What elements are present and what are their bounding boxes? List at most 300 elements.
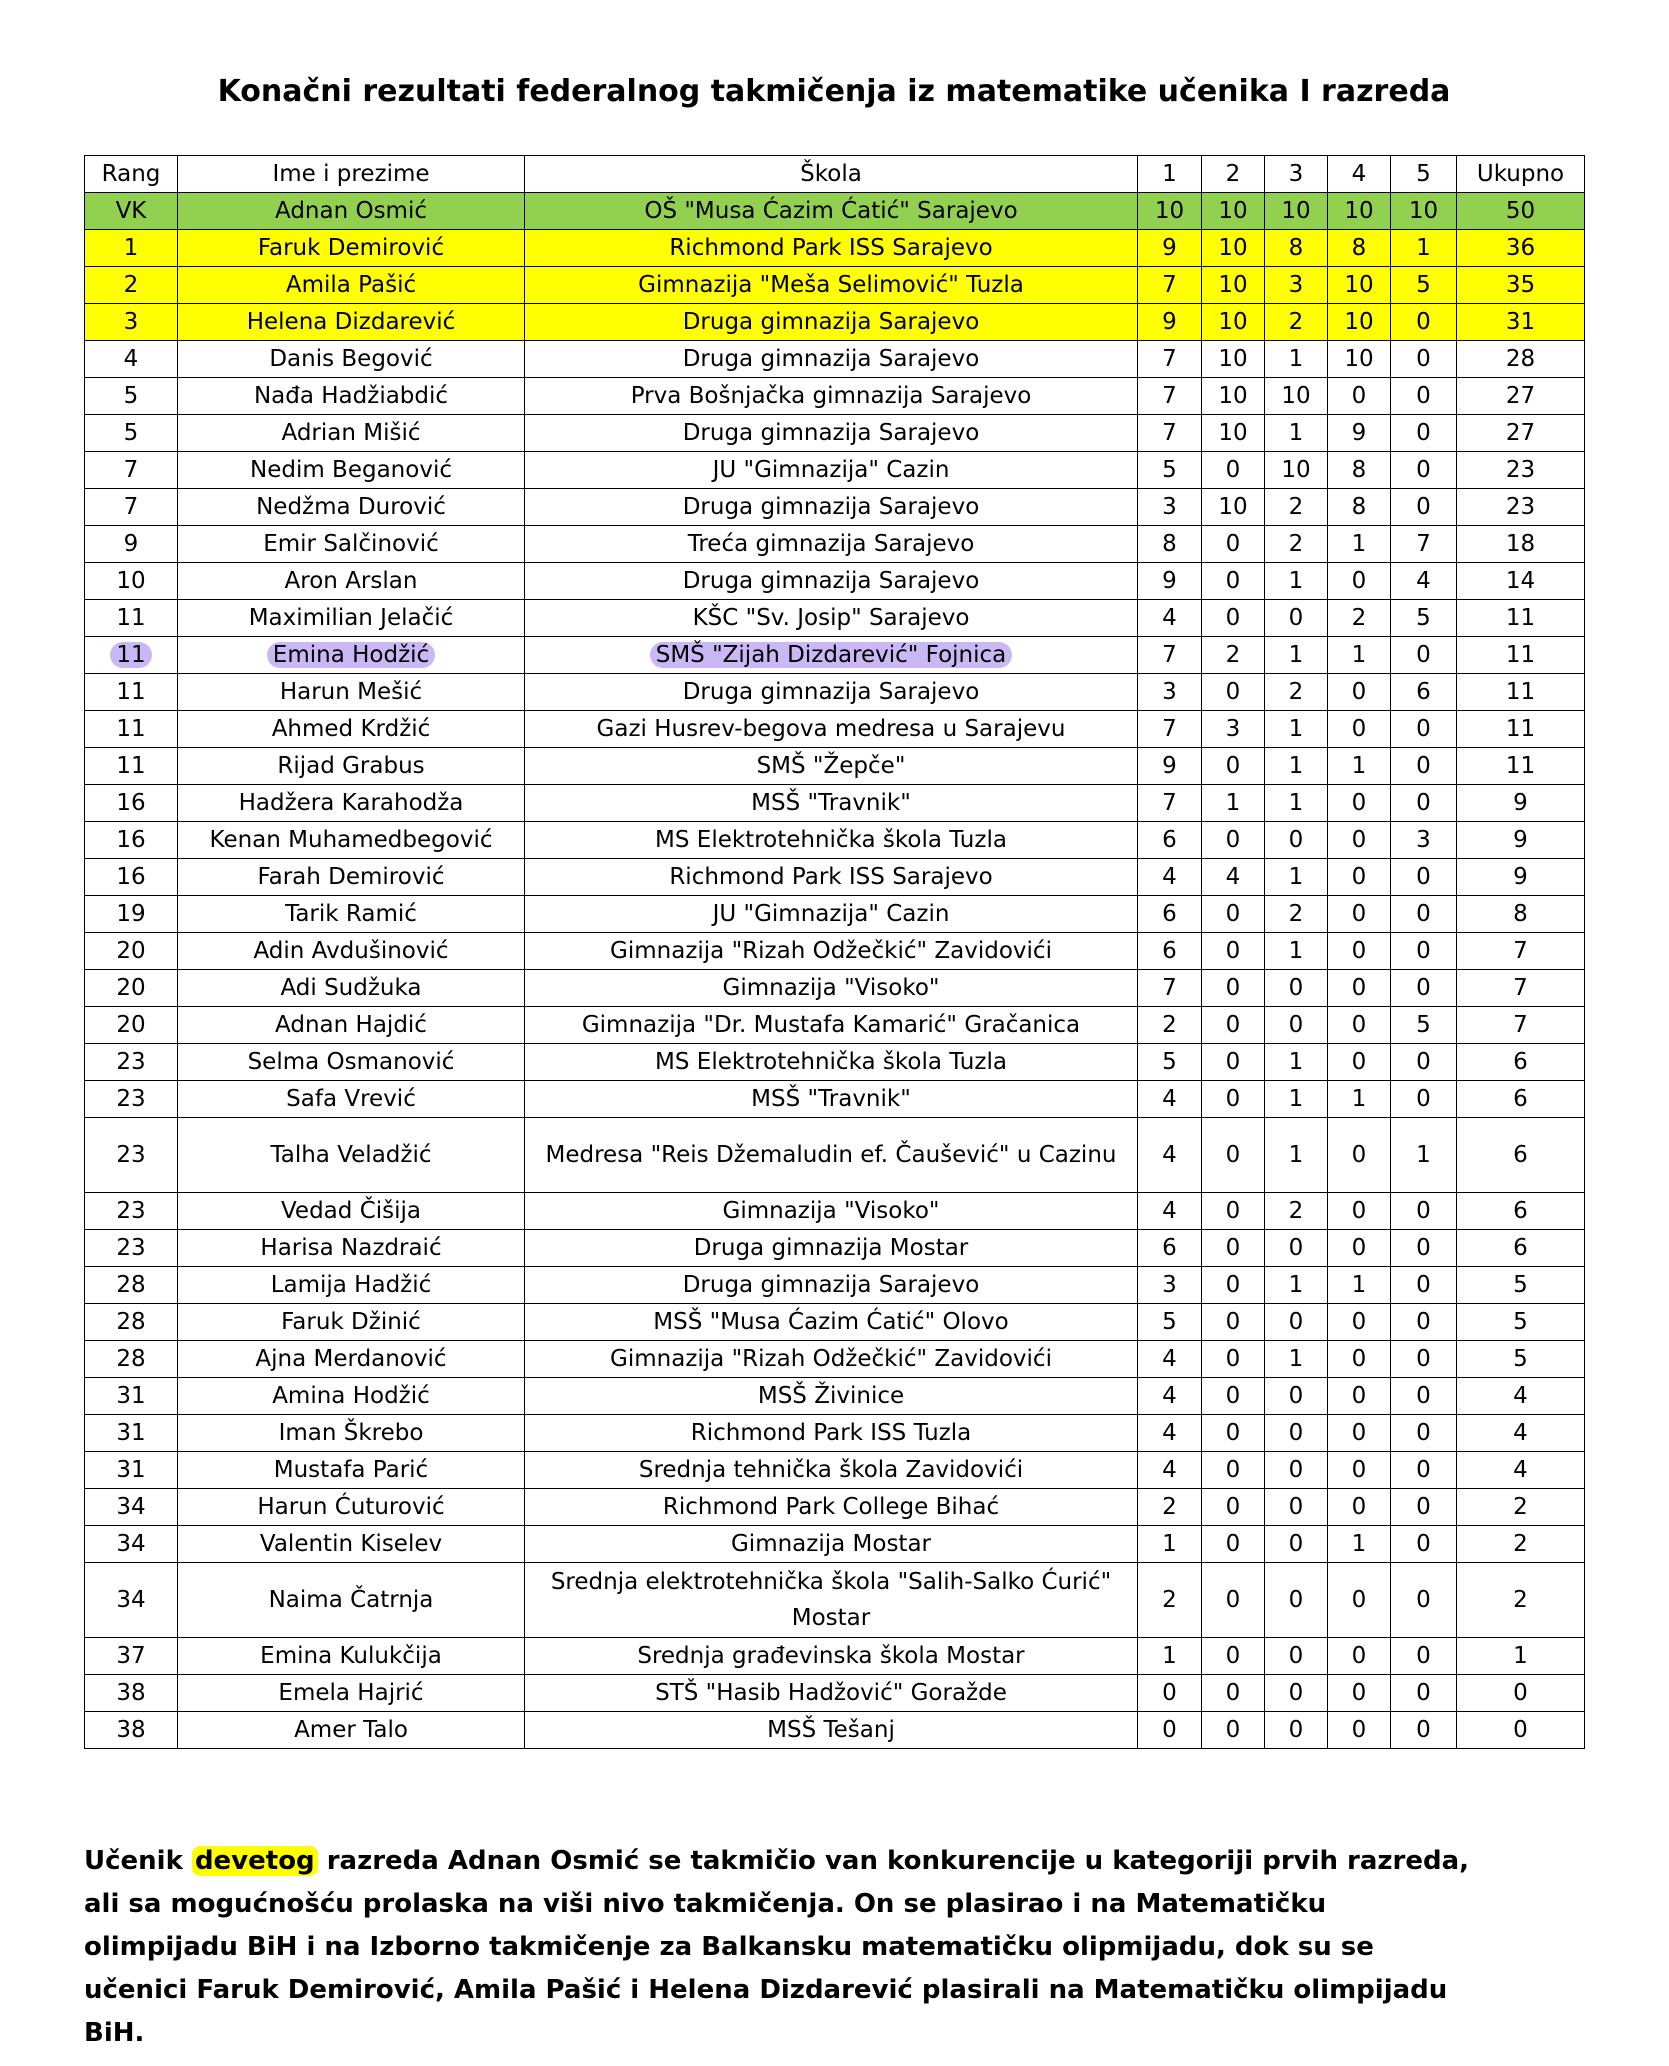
total-cell: 18 (1457, 526, 1585, 563)
task4-cell: 1 (1328, 1526, 1391, 1563)
task5-cell: 0 (1391, 341, 1457, 378)
school-cell: Gazi Husrev-begova medresa u Sarajevu (525, 711, 1138, 748)
task3-cell: 10 (1265, 378, 1328, 415)
total-cell: 50 (1457, 193, 1585, 230)
school-cell: STŠ "Hasib Hadžović" Goražde (525, 1675, 1138, 1712)
task5-cell: 0 (1391, 489, 1457, 526)
name-cell: Amer Talo (178, 1712, 525, 1749)
name-cell: Selma Osmanović (178, 1044, 525, 1081)
total-cell: 6 (1457, 1193, 1585, 1230)
school-cell: Druga gimnazija Sarajevo (525, 304, 1138, 341)
header-cell: Škola (525, 156, 1138, 193)
task1-cell: 5 (1138, 1044, 1202, 1081)
name-cell: Adnan Osmić (178, 193, 525, 230)
table-row (85, 600, 1585, 637)
school-cell: JU "Gimnazija" Cazin (525, 452, 1138, 489)
task3-cell: 0 (1265, 1452, 1328, 1489)
school-cell: MS Elektrotehnička škola Tuzla (525, 1044, 1138, 1081)
school-cell: OŠ "Musa Ćazim Ćatić" Sarajevo (525, 193, 1138, 230)
table-row (85, 1452, 1585, 1489)
name-cell (178, 637, 525, 674)
task5-cell: 0 (1391, 1341, 1457, 1378)
name-cell: Adin Avdušinović (178, 933, 525, 970)
table-row (85, 1378, 1585, 1415)
rank-cell: 16 (85, 822, 178, 859)
task2-cell: 10 (1202, 193, 1265, 230)
task5-cell: 0 (1391, 415, 1457, 452)
task1-cell: 4 (1138, 859, 1202, 896)
school-cell: MSŠ "Travnik" (525, 785, 1138, 822)
task3-cell: 0 (1265, 1675, 1328, 1712)
school-cell: MS Elektrotehnička škola Tuzla (525, 822, 1138, 859)
task1-cell: 6 (1138, 933, 1202, 970)
task4-cell: 0 (1328, 1341, 1391, 1378)
total-cell: 23 (1457, 489, 1585, 526)
task2-cell: 10 (1202, 341, 1265, 378)
rank-cell: 37 (85, 1638, 178, 1675)
total-cell: 4 (1457, 1378, 1585, 1415)
task5-cell: 5 (1391, 600, 1457, 637)
name-cell: Maximilian Jelačić (178, 600, 525, 637)
header-cell: Ime i prezime (178, 156, 525, 193)
task2-cell: 0 (1202, 970, 1265, 1007)
task4-cell: 0 (1328, 859, 1391, 896)
total-cell: 8 (1457, 896, 1585, 933)
task2-cell: 0 (1202, 933, 1265, 970)
table-row (85, 1118, 1585, 1193)
task5-cell: 0 (1391, 1378, 1457, 1415)
table-row (85, 933, 1585, 970)
task1-cell: 9 (1138, 563, 1202, 600)
task3-cell: 0 (1265, 1304, 1328, 1341)
name-cell: Emir Salčinović (178, 526, 525, 563)
school-cell: JU "Gimnazija" Cazin (525, 896, 1138, 933)
name-cell: Rijad Grabus (178, 748, 525, 785)
task5-cell: 5 (1391, 1007, 1457, 1044)
task5-cell: 5 (1391, 267, 1457, 304)
total-cell: 6 (1457, 1044, 1585, 1081)
highlighted-text: 11 (110, 642, 151, 668)
task1-cell: 8 (1138, 526, 1202, 563)
name-cell: Harun Mešić (178, 674, 525, 711)
table-row (85, 1563, 1585, 1638)
task3-cell: 1 (1265, 415, 1328, 452)
task4-cell: 1 (1328, 1081, 1391, 1118)
name-cell: Naima Čatrnja (178, 1563, 525, 1638)
table-row (85, 267, 1585, 304)
rank-cell: 23 (85, 1118, 178, 1193)
task4-cell: 0 (1328, 1304, 1391, 1341)
rank-cell: 23 (85, 1230, 178, 1267)
rank-cell: 31 (85, 1378, 178, 1415)
school-cell: Druga gimnazija Sarajevo (525, 415, 1138, 452)
rank-cell: 4 (85, 341, 178, 378)
total-cell: 11 (1457, 637, 1585, 674)
rank-cell: 23 (85, 1081, 178, 1118)
name-cell: Emina Kulukčija (178, 1638, 525, 1675)
task5-cell: 0 (1391, 1193, 1457, 1230)
table-row (85, 1044, 1585, 1081)
table-row (85, 1415, 1585, 1452)
table-row (85, 1526, 1585, 1563)
total-cell: 11 (1457, 600, 1585, 637)
task2-cell: 4 (1202, 859, 1265, 896)
task1-cell: 5 (1138, 452, 1202, 489)
table-row (85, 748, 1585, 785)
task1-cell: 7 (1138, 637, 1202, 674)
total-cell: 11 (1457, 674, 1585, 711)
school-cell: Gimnazija "Meša Selimović" Tuzla (525, 267, 1138, 304)
school-cell: Richmond Park ISS Tuzla (525, 1415, 1138, 1452)
task4-cell: 0 (1328, 896, 1391, 933)
total-cell: 5 (1457, 1341, 1585, 1378)
task4-cell: 10 (1328, 341, 1391, 378)
task1-cell: 4 (1138, 1341, 1202, 1378)
task3-cell: 0 (1265, 1415, 1328, 1452)
task2-cell: 2 (1202, 637, 1265, 674)
rank-cell: 10 (85, 563, 178, 600)
name-cell: Adi Sudžuka (178, 970, 525, 1007)
footnote-text-rest: razreda Adnan Osmić se takmičio van konkurencije u kategoriji prvih razreda, ali sa mogućnošću prolaska na viši nivo takmičenja. On se plasirao i na Matematičku olimpijadu BiH i na Izborno takmičenje za Balkansku matematičku olipmijadu, dok su se učenici Faruk Demirović, Amila Pašić i Helena Dizdarević plasirali na Matematičku olimpijadu BiH. (84, 1846, 1470, 2048)
total-cell: 4 (1457, 1415, 1585, 1452)
task3-cell: 0 (1265, 1563, 1328, 1638)
school-cell: Druga gimnazija Sarajevo (525, 341, 1138, 378)
page-title: Konačni rezultati federalnog takmičenja iz matematike učenika I razreda (217, 74, 1451, 109)
task3-cell: 0 (1265, 1378, 1328, 1415)
task3-cell: 1 (1265, 1044, 1328, 1081)
school-cell: Druga gimnazija Sarajevo (525, 1267, 1138, 1304)
task5-cell: 0 (1391, 970, 1457, 1007)
task2-cell: 0 (1202, 526, 1265, 563)
header-cell: 3 (1265, 156, 1328, 193)
school-cell: MSŠ Tešanj (525, 1712, 1138, 1749)
task1-cell: 7 (1138, 378, 1202, 415)
task5-cell: 0 (1391, 1081, 1457, 1118)
task1-cell: 6 (1138, 822, 1202, 859)
school-cell: Gimnazija "Dr. Mustafa Kamarić" Gračanica (525, 1007, 1138, 1044)
task4-cell: 1 (1328, 748, 1391, 785)
rank-cell: 34 (85, 1489, 178, 1526)
rank-cell: 20 (85, 933, 178, 970)
task4-cell: 10 (1328, 304, 1391, 341)
name-cell: Emela Hajrić (178, 1675, 525, 1712)
rank-cell: 11 (85, 711, 178, 748)
task1-cell: 0 (1138, 1712, 1202, 1749)
rank-cell: 23 (85, 1044, 178, 1081)
total-cell: 0 (1457, 1675, 1585, 1712)
table-row (85, 230, 1585, 267)
total-cell: 9 (1457, 785, 1585, 822)
school-cell: KŠC "Sv. Josip" Sarajevo (525, 600, 1138, 637)
name-cell: Nedim Beganović (178, 452, 525, 489)
task5-cell: 0 (1391, 1638, 1457, 1675)
task3-cell: 0 (1265, 600, 1328, 637)
school-cell: MSŠ Živinice (525, 1378, 1138, 1415)
task2-cell: 10 (1202, 304, 1265, 341)
table-row (85, 637, 1585, 674)
table-row (85, 489, 1585, 526)
total-cell: 0 (1457, 1712, 1585, 1749)
table-row (85, 526, 1585, 563)
table-row (85, 1304, 1585, 1341)
task1-cell: 7 (1138, 785, 1202, 822)
task2-cell: 0 (1202, 1341, 1265, 1378)
task4-cell: 0 (1328, 1712, 1391, 1749)
task4-cell: 0 (1328, 1118, 1391, 1193)
name-cell: Ajna Merdanović (178, 1341, 525, 1378)
table-header-row (85, 156, 1585, 193)
task4-cell: 0 (1328, 1675, 1391, 1712)
task4-cell: 0 (1328, 563, 1391, 600)
task5-cell: 0 (1391, 933, 1457, 970)
highlighted-text: SMŠ "Zijah Dizdarević" Fojnica (650, 642, 1013, 668)
total-cell: 11 (1457, 711, 1585, 748)
total-cell: 7 (1457, 933, 1585, 970)
task1-cell: 6 (1138, 1230, 1202, 1267)
task1-cell: 2 (1138, 1007, 1202, 1044)
header-cell: 2 (1202, 156, 1265, 193)
task5-cell: 0 (1391, 1526, 1457, 1563)
rank-cell: 20 (85, 970, 178, 1007)
table-row (85, 1675, 1585, 1712)
task2-cell: 10 (1202, 378, 1265, 415)
task1-cell: 9 (1138, 230, 1202, 267)
rank-cell: 5 (85, 378, 178, 415)
header-cell: 5 (1391, 156, 1457, 193)
task2-cell: 10 (1202, 267, 1265, 304)
task2-cell: 0 (1202, 674, 1265, 711)
total-cell: 7 (1457, 1007, 1585, 1044)
rank-cell: 16 (85, 785, 178, 822)
task1-cell: 10 (1138, 193, 1202, 230)
name-cell: Nedžma Durović (178, 489, 525, 526)
task1-cell: 1 (1138, 1526, 1202, 1563)
task5-cell: 1 (1391, 1118, 1457, 1193)
task4-cell: 0 (1328, 1230, 1391, 1267)
rank-cell: 19 (85, 896, 178, 933)
task1-cell: 4 (1138, 600, 1202, 637)
task5-cell: 0 (1391, 711, 1457, 748)
name-cell: Adrian Mišić (178, 415, 525, 452)
rank-cell: 3 (85, 304, 178, 341)
total-cell: 14 (1457, 563, 1585, 600)
table-row (85, 785, 1585, 822)
header-cell: Rang (85, 156, 178, 193)
task1-cell: 4 (1138, 1118, 1202, 1193)
school-cell: Richmond Park ISS Sarajevo (525, 859, 1138, 896)
school-cell: Richmond Park ISS Sarajevo (525, 230, 1138, 267)
name-cell: Farah Demirović (178, 859, 525, 896)
name-cell: Helena Dizdarević (178, 304, 525, 341)
header-cell: 1 (1138, 156, 1202, 193)
task1-cell: 9 (1138, 304, 1202, 341)
total-cell: 2 (1457, 1489, 1585, 1526)
name-cell: Iman Škrebo (178, 1415, 525, 1452)
table-row (85, 193, 1585, 230)
task1-cell: 3 (1138, 489, 1202, 526)
task3-cell: 2 (1265, 1193, 1328, 1230)
rank-cell: 16 (85, 859, 178, 896)
task2-cell: 10 (1202, 230, 1265, 267)
task3-cell: 2 (1265, 489, 1328, 526)
task2-cell: 0 (1202, 1415, 1265, 1452)
task4-cell: 0 (1328, 1193, 1391, 1230)
total-cell: 1 (1457, 1638, 1585, 1675)
task1-cell: 7 (1138, 711, 1202, 748)
name-cell: Valentin Kiselev (178, 1526, 525, 1563)
table-row (85, 452, 1585, 489)
school-cell (525, 637, 1138, 674)
task2-cell: 0 (1202, 822, 1265, 859)
school-cell: Medresa "Reis Džemaludin ef. Čaušević" u Cazinu (525, 1118, 1138, 1193)
name-cell: Harun Ćuturović (178, 1489, 525, 1526)
task2-cell: 3 (1202, 711, 1265, 748)
task5-cell: 0 (1391, 1712, 1457, 1749)
total-cell: 36 (1457, 230, 1585, 267)
rank-cell: 31 (85, 1415, 178, 1452)
total-cell: 4 (1457, 1452, 1585, 1489)
task3-cell: 1 (1265, 563, 1328, 600)
results-table (84, 155, 1585, 1749)
name-cell: Kenan Muhamedbegović (178, 822, 525, 859)
total-cell: 7 (1457, 970, 1585, 1007)
task4-cell: 0 (1328, 711, 1391, 748)
task3-cell: 1 (1265, 1118, 1328, 1193)
task1-cell: 4 (1138, 1193, 1202, 1230)
task3-cell: 1 (1265, 933, 1328, 970)
task4-cell: 0 (1328, 1638, 1391, 1675)
task3-cell: 0 (1265, 1230, 1328, 1267)
task2-cell: 1 (1202, 785, 1265, 822)
total-cell: 35 (1457, 267, 1585, 304)
task1-cell: 6 (1138, 896, 1202, 933)
task4-cell: 0 (1328, 785, 1391, 822)
task4-cell: 1 (1328, 637, 1391, 674)
task4-cell: 1 (1328, 1267, 1391, 1304)
header-cell: Ukupno (1457, 156, 1585, 193)
table-row (85, 1081, 1585, 1118)
school-cell: MSŠ "Musa Ćazim Ćatić" Olovo (525, 1304, 1138, 1341)
rank-cell: 34 (85, 1563, 178, 1638)
task3-cell: 1 (1265, 859, 1328, 896)
task2-cell: 0 (1202, 1452, 1265, 1489)
rank-cell: 38 (85, 1675, 178, 1712)
task4-cell: 1 (1328, 526, 1391, 563)
rank-cell: 28 (85, 1267, 178, 1304)
school-cell: Gimnazija Mostar (525, 1526, 1138, 1563)
task5-cell: 6 (1391, 674, 1457, 711)
task2-cell: 10 (1202, 489, 1265, 526)
school-cell: Druga gimnazija Sarajevo (525, 563, 1138, 600)
total-cell: 5 (1457, 1267, 1585, 1304)
name-cell: Mustafa Parić (178, 1452, 525, 1489)
name-cell: Talha Veladžić (178, 1118, 525, 1193)
task3-cell: 1 (1265, 748, 1328, 785)
school-cell: Prva Bošnjačka gimnazija Sarajevo (525, 378, 1138, 415)
rank-cell: 11 (85, 748, 178, 785)
task3-cell: 0 (1265, 1712, 1328, 1749)
task5-cell: 7 (1391, 526, 1457, 563)
task5-cell: 0 (1391, 1415, 1457, 1452)
task3-cell: 0 (1265, 1638, 1328, 1675)
header-cell: 4 (1328, 156, 1391, 193)
task1-cell: 4 (1138, 1378, 1202, 1415)
name-cell: Danis Begović (178, 341, 525, 378)
school-cell: Gimnazija "Visoko" (525, 1193, 1138, 1230)
rank-cell: 28 (85, 1341, 178, 1378)
table-row (85, 415, 1585, 452)
task1-cell: 0 (1138, 1675, 1202, 1712)
task2-cell: 0 (1202, 748, 1265, 785)
task1-cell: 7 (1138, 267, 1202, 304)
task4-cell: 0 (1328, 933, 1391, 970)
rank-cell: 5 (85, 415, 178, 452)
task1-cell: 7 (1138, 415, 1202, 452)
school-cell: Gimnazija "Visoko" (525, 970, 1138, 1007)
school-cell: Druga gimnazija Mostar (525, 1230, 1138, 1267)
task3-cell: 1 (1265, 341, 1328, 378)
task2-cell: 0 (1202, 1118, 1265, 1193)
school-cell: Srednja tehnička škola Zavidovići (525, 1452, 1138, 1489)
table-row (85, 1341, 1585, 1378)
task5-cell: 0 (1391, 1267, 1457, 1304)
task1-cell: 7 (1138, 970, 1202, 1007)
task2-cell: 0 (1202, 1526, 1265, 1563)
task3-cell: 0 (1265, 1489, 1328, 1526)
task2-cell: 0 (1202, 1044, 1265, 1081)
task3-cell: 2 (1265, 526, 1328, 563)
rank-cell: 23 (85, 1193, 178, 1230)
total-cell: 9 (1457, 822, 1585, 859)
task3-cell: 10 (1265, 193, 1328, 230)
task4-cell: 0 (1328, 1452, 1391, 1489)
table-row (85, 1638, 1585, 1675)
task1-cell: 4 (1138, 1452, 1202, 1489)
task5-cell: 0 (1391, 1044, 1457, 1081)
rank-cell: 28 (85, 1304, 178, 1341)
task1-cell: 3 (1138, 1267, 1202, 1304)
task4-cell: 0 (1328, 378, 1391, 415)
task4-cell: 0 (1328, 1563, 1391, 1638)
name-cell: Aron Arslan (178, 563, 525, 600)
task5-cell: 0 (1391, 1489, 1457, 1526)
name-cell: Vedad Čišija (178, 1193, 525, 1230)
table-row (85, 1007, 1585, 1044)
task3-cell: 0 (1265, 970, 1328, 1007)
task5-cell: 0 (1391, 1304, 1457, 1341)
results-table-body (85, 193, 1585, 1749)
task1-cell: 4 (1138, 1415, 1202, 1452)
task2-cell: 0 (1202, 1304, 1265, 1341)
table-row (85, 378, 1585, 415)
school-cell: Gimnazija "Rizah Odžečkić" Zavidovići (525, 1341, 1138, 1378)
school-cell: Druga gimnazija Sarajevo (525, 674, 1138, 711)
school-cell: Richmond Park College Bihać (525, 1489, 1138, 1526)
task5-cell: 0 (1391, 637, 1457, 674)
name-cell: Harisa Nazdraić (178, 1230, 525, 1267)
task2-cell: 0 (1202, 1563, 1265, 1638)
rank-cell: 2 (85, 267, 178, 304)
rank-cell: 9 (85, 526, 178, 563)
task5-cell: 0 (1391, 304, 1457, 341)
task4-cell: 0 (1328, 1489, 1391, 1526)
footnote-text-start: Učenik (84, 1846, 192, 1876)
rank-cell: 11 (85, 674, 178, 711)
task1-cell: 2 (1138, 1563, 1202, 1638)
task2-cell: 0 (1202, 1378, 1265, 1415)
rank-cell: 38 (85, 1712, 178, 1749)
task3-cell: 1 (1265, 785, 1328, 822)
